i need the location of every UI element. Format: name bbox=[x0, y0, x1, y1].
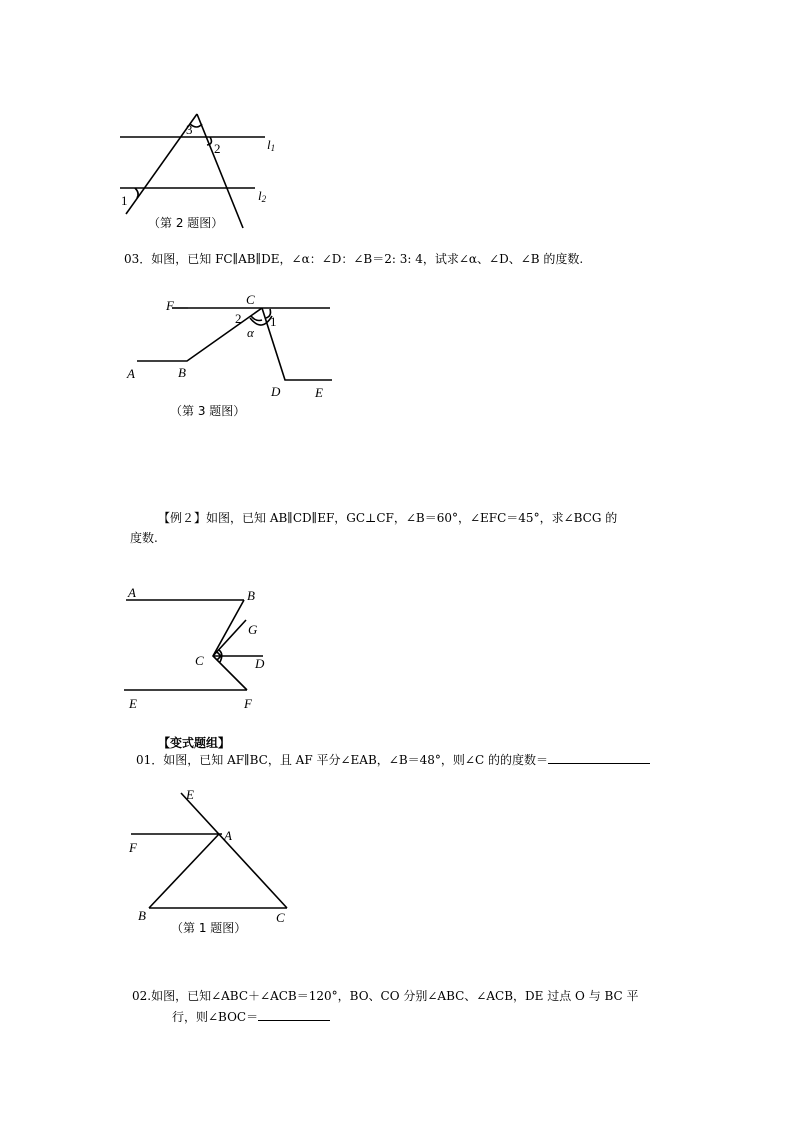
label-D: D bbox=[255, 656, 265, 671]
example-2-line-2: 度数. bbox=[130, 531, 158, 545]
figure-variant-1-caption: （第 1 题图） bbox=[171, 921, 247, 935]
q02-line-1: 02.如图，已知∠ABC＋∠ACB＝120°，BO、CO 分别∠ABC、∠ACB，DE 过点 O 与 BC 平 bbox=[132, 989, 639, 1003]
angle-2-label: 2 bbox=[235, 311, 242, 326]
l2-label: l2 bbox=[258, 188, 267, 204]
figure-3-caption: （第 3 题图） bbox=[170, 404, 246, 418]
variant-q01-text: 01．如图，已知 AF∥BC，且 AF 平分∠EAB，∠B＝48°，则∠C 的的度数＝ bbox=[136, 753, 548, 767]
label-D: D bbox=[271, 384, 281, 399]
label-C: C bbox=[246, 292, 255, 307]
label-F: F bbox=[166, 298, 174, 313]
label-C: C bbox=[276, 910, 285, 925]
label-A: A bbox=[224, 828, 232, 843]
label-E: E bbox=[186, 787, 194, 802]
q02-line-2-text: 行，则∠BOC＝ bbox=[172, 1010, 259, 1024]
label-C: C bbox=[195, 653, 204, 668]
label-E: E bbox=[315, 385, 323, 400]
angle-2-label: 2 bbox=[214, 141, 221, 156]
figure-2-caption: （第 2 题图） bbox=[148, 216, 224, 230]
label-A: A bbox=[127, 366, 135, 381]
q02-line-2 bbox=[172, 1006, 330, 1028]
angle-1-label: 1 bbox=[121, 193, 128, 208]
problem-03-text: 03．如图，已知 FC∥AB∥DE，∠α：∠D：∠B＝2: 3: 4，试求∠α、∠D、∠B 的度数. bbox=[124, 252, 584, 266]
line-ab bbox=[149, 834, 219, 908]
angle-alpha-label: α bbox=[247, 325, 254, 340]
variant-heading: 【变式题组】 bbox=[158, 736, 231, 750]
line-ea-extended bbox=[181, 793, 287, 908]
label-A: A bbox=[128, 585, 136, 600]
angle-3-label: 3 bbox=[186, 122, 193, 137]
label-B: B bbox=[178, 365, 186, 380]
label-E: E bbox=[129, 696, 137, 711]
angle-1-label: 1 bbox=[270, 314, 277, 329]
label-F: F bbox=[129, 840, 137, 855]
label-G: G bbox=[248, 622, 258, 637]
label-B: B bbox=[138, 908, 146, 923]
l1-label: l1 bbox=[267, 137, 276, 153]
example-2-line-1: 【例２】如图，已知 AB∥CD∥EF，GC⊥CF，∠B＝60°，∠EFC＝45°，求∠BCG 的 bbox=[158, 511, 618, 525]
label-F: F bbox=[244, 696, 252, 711]
label-B: B bbox=[247, 588, 255, 603]
answer-blank-q02[interactable] bbox=[258, 1008, 330, 1021]
